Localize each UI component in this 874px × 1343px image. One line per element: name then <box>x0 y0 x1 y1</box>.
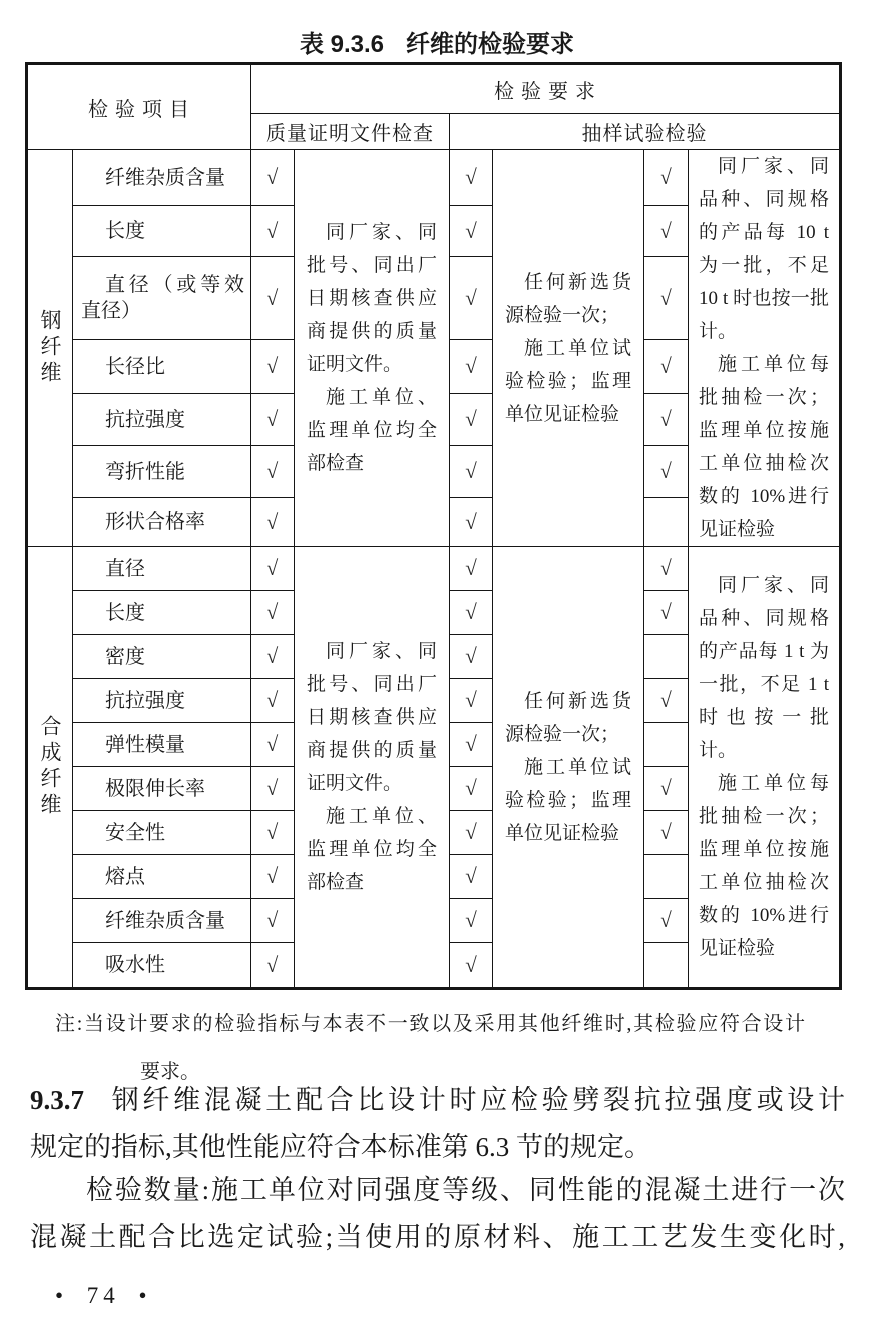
steel-row-label-cell <box>73 446 251 498</box>
doc-check-cell: √ <box>251 446 295 498</box>
table-note-line1 <box>55 1000 805 1048</box>
sampling-check-cell-1: √ <box>450 547 493 591</box>
sampling-check-cell-1: √ <box>450 340 493 394</box>
doc-check-cell: √ <box>251 635 295 679</box>
synthetic-row-label-cell <box>73 899 251 943</box>
note-text: 当设计要求的检验指标与本表不一致以及采用其他纤维时,其检验应符合设计 <box>82 1013 806 1035</box>
synthetic-row-label-cell <box>73 855 251 899</box>
doc-method-sentence-2: 施工单位、监理单位均全部检查 <box>307 806 437 893</box>
sampling-check-cell-1: √ <box>450 394 493 446</box>
synthetic-batch-rule <box>689 547 839 987</box>
table-title <box>0 24 874 59</box>
doc-check-cell: √ <box>251 547 295 591</box>
item-label: 抗拉强度 <box>105 408 185 431</box>
item-label: 长径比 <box>105 355 165 378</box>
steel-row-label-cell <box>73 206 251 257</box>
table-number: 表 9.3.6 <box>299 31 385 58</box>
item-label: 直径 <box>105 557 145 580</box>
clause-number: 9.3.7 <box>30 1085 84 1115</box>
synthetic-group-cell <box>28 547 73 987</box>
sampling-check-cell-2: √ <box>644 206 689 257</box>
doc-check-cell: √ <box>251 899 295 943</box>
sampling-check-cell-2: √ <box>644 767 689 811</box>
synthetic-row-label-cell <box>73 943 251 987</box>
header-sampling-check: 抽样试验检验 <box>450 114 839 150</box>
steel-row-label-cell <box>73 257 251 340</box>
sampling-check-cell-1: √ <box>450 635 493 679</box>
clause-text: 钢纤维混凝土配合比设计时应检验劈裂抗拉强度或设计 <box>108 1085 845 1115</box>
inspection-quantity-line2: 混凝土配合比选定试验;当使用的原材料、施工工艺发生变化时, <box>30 1222 845 1252</box>
sampling-method-sentence-1: 任何新选货源检验一次； <box>505 271 631 326</box>
sampling-check-cell-1: √ <box>450 767 493 811</box>
sampling-check-cell-1: √ <box>450 150 493 206</box>
sampling-method-sentence-1: 任何新选货源检验一次； <box>505 690 631 745</box>
sampling-check-cell-2: √ <box>644 547 689 591</box>
doc-check-cell: √ <box>251 206 295 257</box>
sampling-check-cell-2 <box>644 498 689 547</box>
table-title-text: 纤维的检验要求 <box>406 31 575 58</box>
item-label: 形状合格率 <box>105 511 205 533</box>
sampling-method-sentence-2: 施工单位试验检验；监理单位见证检验 <box>505 337 631 425</box>
doc-method-sentence-1: 同厂家、同批号、同出厂日期核查供应商提供的质量证明文件。 <box>307 641 437 794</box>
inspection-quantity-line1: 检验数量:施工单位对同强度等级、同性能的混凝土进行一次 <box>86 1175 845 1205</box>
clause-9-3-7-line1 <box>30 1077 845 1124</box>
synthetic-row-label-cell <box>73 723 251 767</box>
item-label: 密度 <box>105 645 145 668</box>
synthetic-row-label-cell <box>73 811 251 855</box>
synthetic-row-label-cell <box>73 547 251 591</box>
page-number: • 74 • <box>55 1283 152 1308</box>
item-label: 长度 <box>105 601 145 624</box>
doc-check-cell: √ <box>251 943 295 987</box>
item-label: 安全性 <box>105 821 165 844</box>
doc-check-cell: √ <box>251 723 295 767</box>
item-label: 弯折性能 <box>105 460 185 483</box>
paragraph-inspection-quantity <box>30 1167 845 1261</box>
doc-method-sentence-2: 施工单位、监理单位均全部检查 <box>307 387 437 474</box>
item-label: 弹性模量 <box>105 733 185 756</box>
synthetic-sampling-method <box>493 547 644 987</box>
note-label: 注: <box>55 1013 83 1035</box>
sampling-check-cell-2: √ <box>644 591 689 635</box>
clause-9-3-7 <box>30 1077 845 1171</box>
doc-check-cell: √ <box>251 394 295 446</box>
synthetic-row-label-cell <box>73 767 251 811</box>
sampling-check-cell-2 <box>644 943 689 987</box>
steel-row-label-cell <box>73 340 251 394</box>
doc-check-cell: √ <box>251 855 295 899</box>
batch-rule-sentence-1: 同厂家、同品种、同规格的产品每 1 t 为一批，不足 1 t 时也按一批计。 <box>699 575 829 761</box>
steel-group-cell <box>28 150 73 547</box>
header-item: 检 验 项 目 <box>28 65 251 150</box>
sampling-check-cell-1: √ <box>450 943 493 987</box>
synthetic-row-label-cell <box>73 635 251 679</box>
doc-check-cell: √ <box>251 498 295 547</box>
synthetic-doc-method <box>295 547 450 987</box>
doc-check-cell: √ <box>251 679 295 723</box>
sampling-check-cell-2: √ <box>644 150 689 206</box>
table-note-line2: 要求。 <box>140 1061 200 1083</box>
sampling-check-cell-1: √ <box>450 498 493 547</box>
steel-row-label-cell <box>73 394 251 446</box>
inspection-table <box>25 62 842 990</box>
steel-sampling-method <box>493 150 644 547</box>
doc-check-cell: √ <box>251 257 295 340</box>
sampling-check-cell-1: √ <box>450 446 493 498</box>
sampling-check-cell-2: √ <box>644 257 689 340</box>
sampling-check-cell-2: √ <box>644 679 689 723</box>
item-label: 直径（或等效直径） <box>81 274 244 322</box>
item-label: 极限伸长率 <box>105 777 205 800</box>
doc-check-cell: √ <box>251 340 295 394</box>
sampling-check-cell-2: √ <box>644 446 689 498</box>
sampling-check-cell-1: √ <box>450 591 493 635</box>
steel-row-label-cell <box>73 498 251 547</box>
sampling-check-cell-2 <box>644 855 689 899</box>
doc-method-sentence-1: 同厂家、同批号、同出厂日期核查供应商提供的质量证明文件。 <box>307 222 437 375</box>
steel-batch-rule <box>689 150 839 547</box>
steel-doc-method <box>295 150 450 547</box>
sampling-check-cell-2 <box>644 723 689 767</box>
header-requirement: 检 验 要 求 <box>251 65 839 114</box>
sampling-check-cell-1: √ <box>450 206 493 257</box>
synthetic-group-label: 合成纤维 <box>38 715 62 819</box>
clause-9-3-7-line2: 规定的指标,其他性能应符合本标准第 6.3 节的规定。 <box>30 1132 651 1162</box>
sampling-check-cell-2: √ <box>644 340 689 394</box>
sampling-check-cell-1: √ <box>450 855 493 899</box>
batch-rule-sentence-2: 施工单位每批抽检一次；监理单位按施工单位抽检次数的 10%进行见证检验 <box>699 773 829 959</box>
sampling-check-cell-2 <box>644 635 689 679</box>
doc-check-cell: √ <box>251 591 295 635</box>
batch-rule-sentence-2: 施工单位每批抽检一次；监理单位按施工单位抽检次数的 10%进行见证检验 <box>699 354 829 540</box>
sampling-check-cell-1: √ <box>450 679 493 723</box>
sampling-check-cell-1: √ <box>450 723 493 767</box>
item-label: 长度 <box>105 220 145 242</box>
steel-row-label-cell <box>73 150 251 206</box>
item-label: 熔点 <box>105 865 145 888</box>
sampling-method-sentence-2: 施工单位试验检验；监理单位见证检验 <box>505 756 631 844</box>
synthetic-row-label-cell <box>73 679 251 723</box>
doc-check-cell: √ <box>251 811 295 855</box>
sampling-check-cell-1: √ <box>450 899 493 943</box>
sampling-check-cell-1: √ <box>450 811 493 855</box>
batch-rule-sentence-1: 同厂家、同品种、同规格的产品每 10 t 为一批，不足 10 t 时也按一批计。 <box>699 156 829 342</box>
steel-group-label: 钢纤维 <box>38 309 62 387</box>
header-doc-check: 质量证明文件检查 <box>251 114 450 150</box>
doc-check-cell: √ <box>251 150 295 206</box>
doc-check-cell: √ <box>251 767 295 811</box>
sampling-check-cell-2: √ <box>644 394 689 446</box>
item-label: 吸水性 <box>105 954 165 976</box>
sampling-check-cell-2: √ <box>644 811 689 855</box>
item-label: 抗拉强度 <box>105 689 185 712</box>
synthetic-row-label-cell <box>73 591 251 635</box>
item-label: 纤维杂质含量 <box>105 166 225 189</box>
sampling-check-cell-2: √ <box>644 899 689 943</box>
item-label: 纤维杂质含量 <box>105 909 225 932</box>
sampling-check-cell-1: √ <box>450 257 493 340</box>
